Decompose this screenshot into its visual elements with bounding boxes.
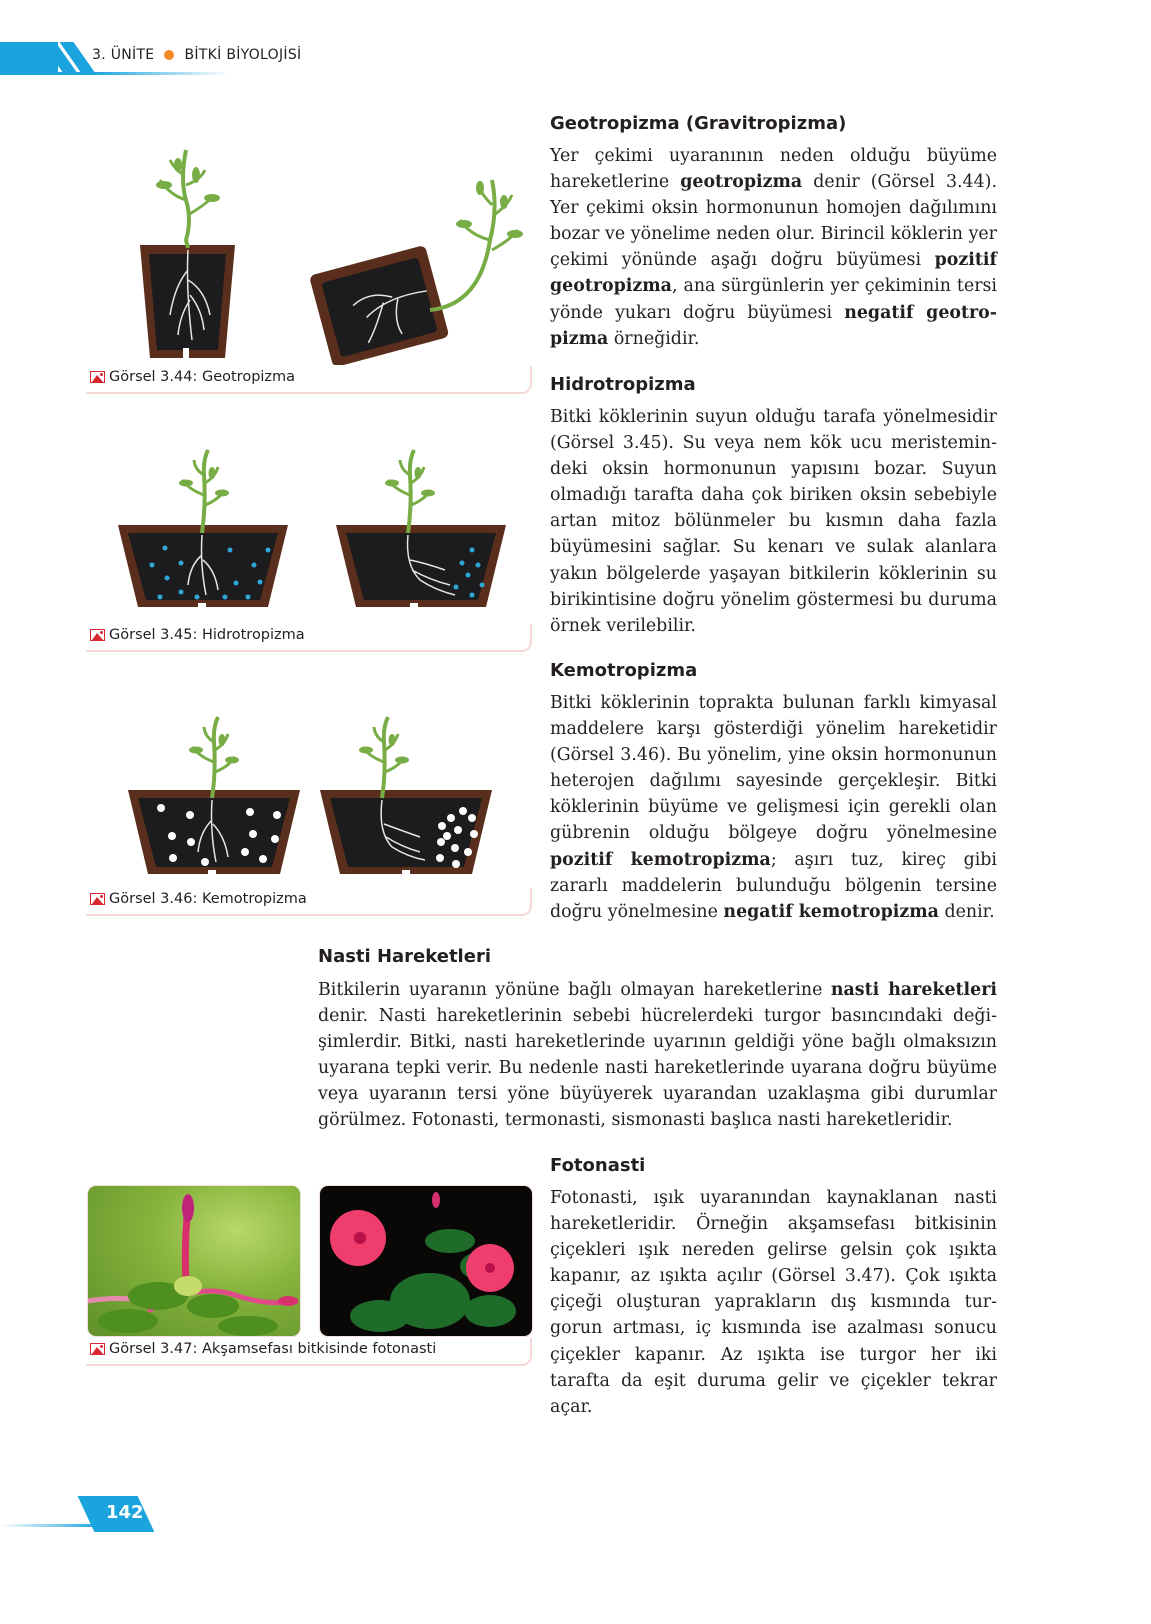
caption-text: Görsel 3.45: Hidrotropizma xyxy=(109,627,305,643)
unit-label: 3. ÜNİTE xyxy=(92,47,155,63)
figure-caption-box xyxy=(86,888,532,916)
closed-flower-illustration xyxy=(88,1186,300,1336)
topic-label: BİTKİ BİYOLOJİSİ xyxy=(184,47,302,63)
figure-caption-box xyxy=(86,1338,532,1366)
figure-hidrotropizma xyxy=(110,445,510,620)
header-title xyxy=(92,47,301,63)
heading-kemotropizma: Kemotropizma xyxy=(550,660,698,681)
figure-kemotropizma xyxy=(120,712,500,882)
caption-text: Görsel 3.47: Akşamsefası bitkisinde fotonasti xyxy=(109,1341,437,1357)
chemotropism-illustration xyxy=(120,712,500,882)
geotropism-illustration xyxy=(120,140,530,365)
page-number-badge xyxy=(0,1496,160,1534)
heading-nasti-hareketleri: Nasti Hareketleri xyxy=(318,946,491,967)
page-number: 142 xyxy=(106,1502,144,1523)
photo-closed-flower xyxy=(88,1186,300,1336)
heading-geotropizma: Geotropizma (Gravitropizma) xyxy=(550,113,847,134)
figure-caption xyxy=(90,369,295,385)
figure-caption xyxy=(90,627,305,643)
caption-text: Görsel 3.46: Kemotropizma xyxy=(109,891,307,907)
open-flower-illustration xyxy=(320,1186,532,1336)
bullet-dot-icon xyxy=(164,50,174,60)
page-number-line xyxy=(0,1524,100,1527)
photo-open-flower xyxy=(320,1186,532,1336)
caption-text: Görsel 3.44: Geotropizma xyxy=(109,369,296,385)
paragraph-geotropizma: Yer çekimi uyaranının neden olduğu büyüme hareketlerine geotropizma denir (Görsel 3.44). Yer çekimi oksin hormonunun homojen dağılımını bozar ve yönelime neden olur. Birincil köklerin yer çekimi yönünde aşağı doğru büyümesi pozitif geotropizma, ana sürgünlerin yer çekiminin tersi yönde yukarı doğru büyümesi negatif geotropizma örneğidir. xyxy=(550,146,997,349)
page-header xyxy=(0,38,400,78)
header-underline xyxy=(0,72,230,75)
heading-fotonasti: Fotonasti xyxy=(550,1155,646,1176)
paragraph-kemotropizma: Bitki köklerinin toprakta bulunan farklı kimyasal maddelere karşı gösterdiği yönelim hareketidir (Görsel 3.46). Bu yönelim, yine oksin hormonunun heterojen dağılımı sayesinde gerçekleşir. Bitki köklerinin büyüme ve gelişmesi için gerekli olan gübrenin olduğu bölgeye doğru yönelmesine pozitif kemotropizma; aşırı tuz, kireç gibi zararlı maddelerin bulunduğu bölgenin tersine doğru yönelmesine negatif kemotropizma denir. xyxy=(550,693,997,922)
image-icon xyxy=(90,371,105,383)
paragraph-hidrotropizma: Bitki köklerinin suyun olduğu tarafa yönelmesidir (Görsel 3.45). Su veya nem kök ucu meristemindeki oksin hormonunun yapısını bozar. Suyun olmadığı tarafta daha çok biriken oksin sebebiyle artan mitoz bölünmeler bu kısmın daha fazla büyümesini sağlar. Su kenarı ve sulak alanlara yakın bölgelerde yaşayan bitkilerin köklerinin su birikintisine doğru yönelim göstermesi bu duruma örnek verilebilir. xyxy=(550,407,997,636)
figure-caption-box xyxy=(86,624,532,652)
figure-caption xyxy=(90,1341,436,1357)
figure-geotropizma xyxy=(120,140,530,365)
heading-hidrotropizma: Hidrotropizma xyxy=(550,374,696,395)
image-icon xyxy=(90,1343,105,1355)
figure-caption xyxy=(90,891,307,907)
figure-caption-box xyxy=(86,366,532,394)
paragraph-nasti-hareketleri: Bitkilerin uyaranın yönüne bağlı olmayan hareketlerine nasti hareketleri denir. Nasti hareketlerinin sebebi hücrelerdeki turgor basıncındaki değişimlerdir. Bitki, nasti hareketlerinde uyarının geldiği yöne bağlı olmaksızın uyarana tepki verir. Bu nedenle nasti hareketlerinde uyarana doğru büyüme veya uyaranın tersi yöne büyüyerek uyarandan uzaklaşma gibi durumlar görülmez. Fotonasti, termonasti, sismonasti başlıca nasti hareketleridir. xyxy=(318,980,997,1131)
paragraph-fotonasti: Fotonasti, ışık uyaranından kaynaklanan nasti hareketleridir. Örneğin akşamsefası bitkisinin çiçekleri ışık nereden gelirse gelsin çok ışıkta kapanır, az ışıkta açılır (Görsel 3.47). Çok ışıkta çiçeği oluşturan yaprakların dış kısmında turgorun artması, iç kısmında ise azalması sonucu çiçekler kapanır. Az ışıkta ise turgor her iki tarafta da eşit duruma gelir ve çiçekler tekrar açar. xyxy=(550,1188,997,1417)
hydrotropism-illustration xyxy=(110,445,510,620)
image-icon xyxy=(90,893,105,905)
image-icon xyxy=(90,629,105,641)
